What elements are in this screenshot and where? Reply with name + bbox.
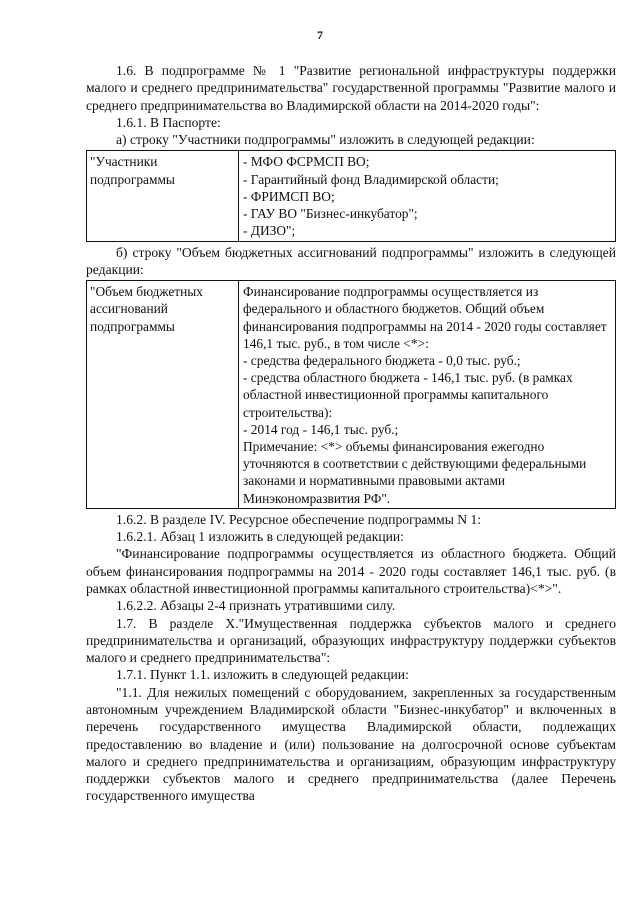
- section-1-6: 1.6. В подпрограмме № 1 "Развитие региональной инфраструктуры поддержки малого и среднего предпринимательства" государственной программы "Развитие малого и среднего предпринимательства во Владимирской области на 2014-2020 годы":: [86, 63, 616, 113]
- budget-note: Примечание: <*> объемы финансирования ежегодно уточняются в соответствии с действующими федеральными законами и нормативными правовыми актами Минэкономразвития РФ".: [243, 438, 587, 506]
- participants-table: [86, 150, 616, 241]
- item-a: а) строку "Участники подпрограммы" изложить в следующей редакции:: [116, 132, 535, 148]
- participant-item: - ДИЗО";: [243, 223, 296, 239]
- quote-1-1: "1.1. Для нежилых помещений с оборудованием, закрепленных за государственным автономным учреждением Владимирской области "Бизнес-инкубатор" и включенных в перечень государственного имущества Владимирской области, подлежащих предоставлению во владение и (или) пользование на долгосрочной основе субъектам малого и среднего предпринимательства и организациям, образующим инфраструктуру поддержки субъектов малого и среднего предпринимательства (далее Перечень государственного имущества: [86, 684, 616, 804]
- budget-content: [239, 281, 616, 509]
- section-1-6-1: 1.6.1. В Паспорте:: [116, 114, 221, 130]
- section-1-7-1: 1.7.1. Пункт 1.1. изложить в следующей редакции:: [116, 667, 409, 683]
- participants-list: [239, 151, 616, 241]
- participant-item: - ГАУ ВО "Бизнес-инкубатор";: [243, 206, 418, 222]
- budget-paragraph: - средства федерального бюджета - 0,0 тыс. руб.;: [243, 352, 521, 368]
- budget-table: [86, 280, 616, 509]
- item-b: б) строку "Объем бюджетных ассигнований подпрограммы" изложить в следующей редакции:: [86, 244, 616, 277]
- budget-paragraph: Финансирование подпрограммы осуществляется из федерального и областного бюджетов. Общий объем финансирования подпрограммы на 2014 - 2020 годы составляет 146,1 тыс. руб., в том числе <*>:: [243, 284, 607, 351]
- section-1-6-2-2: 1.6.2.2. Абзацы 2-4 признать утратившими силу.: [116, 598, 396, 614]
- quote-financing: "Финансирование подпрограммы осуществляется из областного бюджета. Общий объем финансирования подпрограммы на 2014 - 2020 годы составляет 146,1 тыс. руб. (в рамках областной инвестиционной программы капитального строительства)<*>".: [86, 546, 616, 596]
- participant-item: - ФРИМСП ВО;: [243, 188, 335, 204]
- budget-paragraph: - средства областного бюджета - 146,1 тыс. руб. (в рамках областной инвестиционной программы капитального строительства):: [243, 370, 573, 420]
- participant-item: - МФО ФСРМСП ВО;: [243, 154, 370, 170]
- page-number: 7: [317, 28, 323, 42]
- section-1-6-2: 1.6.2. В разделе IV. Ресурсное обеспечение подпрограммы N 1:: [116, 511, 482, 527]
- document-body: [86, 62, 616, 805]
- budget-label: "Объем бюджетных ассигнований подпрограммы: [87, 281, 239, 509]
- participant-item: - Гарантийный фонд Владимирской области;: [243, 171, 499, 187]
- section-1-6-2-1: 1.6.2.1. Абзац 1 изложить в следующей редакции:: [116, 529, 404, 545]
- participants-label: "Участники подпрограммы: [87, 151, 239, 241]
- budget-paragraph: - 2014 год - 146,1 тыс. руб.;: [243, 421, 399, 437]
- section-1-7: 1.7. В разделе X."Имущественная поддержка субъектов малого и среднего предпринимательства и организаций, образующих инфраструктуру поддержки субъектов малого и среднего предпринимательства":: [86, 615, 616, 666]
